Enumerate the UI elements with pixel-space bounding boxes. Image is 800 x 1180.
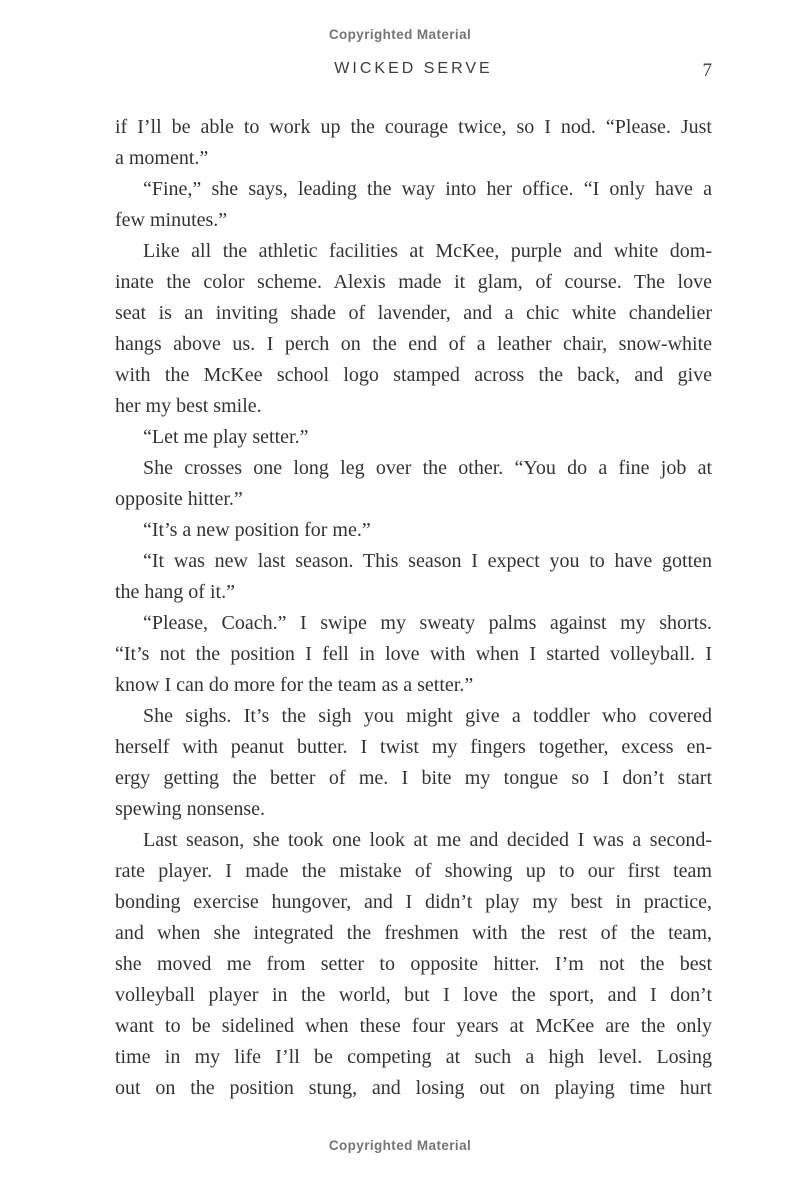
body-line: know I can do more for the team as a setter.” [115,674,474,696]
body-line: and when she integrated the freshmen with the rest of the team, [115,922,712,944]
body-line: “It’s not the position I fell in love with when I started volleyball. I [115,643,712,665]
body-line: she moved me from setter to opposite hitter. I’m not the best [115,953,712,975]
body-line: “Please, Coach.” I swipe my sweaty palms against my shorts. [143,612,712,634]
body-line: Last season, she took one look at me and decided I was a second- [143,829,712,851]
body-line: “It’s a new position for me.” [143,519,371,541]
body-line: want to be sidelined when these four years at McKee are the only [115,1015,712,1037]
copyright-notice-top: Copyrighted Material [328,27,472,42]
running-header [115,60,712,82]
body-line: a moment.” [115,147,209,169]
body-line: ergy getting the better of me. I bite my tongue so I don’t start [115,767,712,789]
body-line: She crosses one long leg over the other. “You do a fine job at [143,457,712,479]
body-line: rate player. I made the mistake of showing up to our first team [115,860,712,882]
body-line: “Let me play setter.” [143,426,309,448]
body-line: out on the position stung, and losing out on playing time hurt [115,1077,712,1099]
body-line: herself with peanut butter. I twist my fingers together, excess en- [115,736,712,758]
body-line: inate the color scheme. Alexis made it glam, of course. The love [115,271,712,293]
body-line: “Fine,” she says, leading the way into her office. “I only have a [143,178,712,200]
body-line: She sighs. It’s the sigh you might give a toddler who covered [143,705,712,727]
body-line: her my best smile. [115,395,262,417]
body-line: few minutes.” [115,209,228,231]
body-line: bonding exercise hungover, and I didn’t play my best in practice, [115,891,712,913]
body-line: seat is an inviting shade of lavender, and a chic white chandelier [115,302,712,324]
copyright-notice-bottom: Copyrighted Material [328,1138,472,1153]
body-line: the hang of it.” [115,581,235,603]
body-line: volleyball player in the world, but I love the sport, and I don’t [115,984,712,1006]
page-number: 7 [702,60,712,81]
body-line: opposite hitter.” [115,488,243,510]
body-text [115,112,712,1104]
body-line: if I’ll be able to work up the courage twice, so I nod. “Please. Just [115,116,712,138]
body-line: with the McKee school logo stamped across the back, and give [115,364,712,386]
body-line: “It was new last season. This season I expect you to have gotten [143,550,712,572]
book-title-header: WICKED SERVE [334,60,493,77]
body-line: time in my life I’ll be competing at such a high level. Losing [115,1046,712,1068]
body-line: hangs above us. I perch on the end of a leather chair, snow-white [115,333,712,355]
body-line: spewing nonsense. [115,798,265,820]
body-line: Like all the athletic facilities at McKee, purple and white dom- [143,240,712,262]
